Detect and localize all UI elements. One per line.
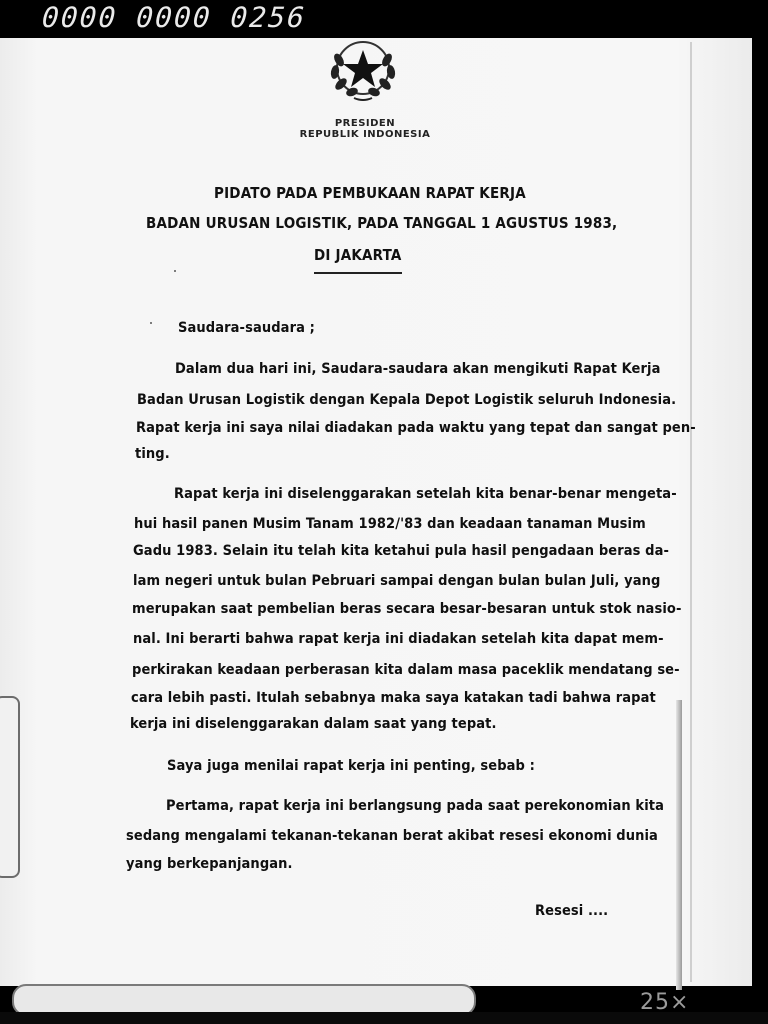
magnification-mark: 25× [640, 990, 690, 1015]
speck [174, 270, 176, 272]
p2-line: cara lebih pasti. Itulah sebabnya maka saya katakan tadi bahwa rapat [131, 690, 656, 706]
header-line-1: PRESIDEN [334, 118, 396, 129]
p1-line: ting. [135, 446, 170, 462]
title-underline [314, 272, 402, 274]
garuda-star-emblem-icon [318, 38, 408, 104]
p2-line: Rapat kerja ini diselenggarakan setelah kita benar-benar mengeta- [174, 486, 677, 502]
p2-line: hui hasil panen Musim Tanam 1982/'83 dan keadaan tanaman Musim [134, 516, 646, 532]
film-top-bar [0, 0, 768, 40]
p4-line: yang berkepanjangan. [126, 856, 293, 872]
p3-line: Saya juga menilai rapat kerja ini penting, sebab : [167, 758, 535, 774]
page-edge-shadow [676, 700, 682, 990]
header-line-2: REPUBLIK INDONESIA [299, 129, 431, 140]
title-line-2: BADAN URUSAN LOGISTIK, PADA TANGGAL 1 AGUSTUS 1983, [146, 214, 618, 232]
p2-line: kerja ini diselenggarakan dalam saat yang tepat. [130, 716, 497, 732]
title-line-1: PIDATO PADA PEMBUKAAN RAPAT KERJA [214, 184, 526, 202]
p2-line: perkirakan keadaan perberasan kita dalam masa paceklik mendatang se- [132, 662, 680, 678]
p1-line: Badan Urusan Logistik dengan Kepala Depot Logistik seluruh Indonesia. [137, 392, 677, 408]
continuation: Resesi .... [535, 903, 609, 919]
salutation: Saudara-saudara ; [178, 320, 315, 336]
p1-line: Rapat kerja ini saya nilai diadakan pada waktu yang tepat dan sangat pen- [136, 420, 696, 436]
p4-line: Pertama, rapat kerja ini berlangsung pada saat perekonomian kita [166, 798, 665, 814]
left-clip [0, 696, 20, 878]
p2-line: nal. Ini berarti bahwa rapat kerja ini diadakan setelah kita dapat mem- [133, 631, 664, 647]
title-line-3: DI JAKARTA [314, 246, 402, 264]
p1-line: Dalam dua hari ini, Saudara-saudara akan mengikuti Rapat Kerja [175, 361, 661, 377]
speck [150, 322, 152, 324]
p2-line: lam negeri untuk bulan Pebruari sampai dengan bulan bulan Juli, yang [133, 573, 661, 589]
p4-line: sedang mengalami tekanan-tekanan berat akibat resesi ekonomi dunia [126, 828, 658, 844]
p2-line: Gadu 1983. Selain itu telah kita ketahui pula hasil pengadaan beras da- [133, 543, 670, 559]
page-edge [690, 42, 692, 982]
frame-code: 0000 0000 0256 [40, 1, 308, 34]
p2-line: merupakan saat pembelian beras secara besar-besaran untuk stok nasio- [132, 601, 682, 617]
